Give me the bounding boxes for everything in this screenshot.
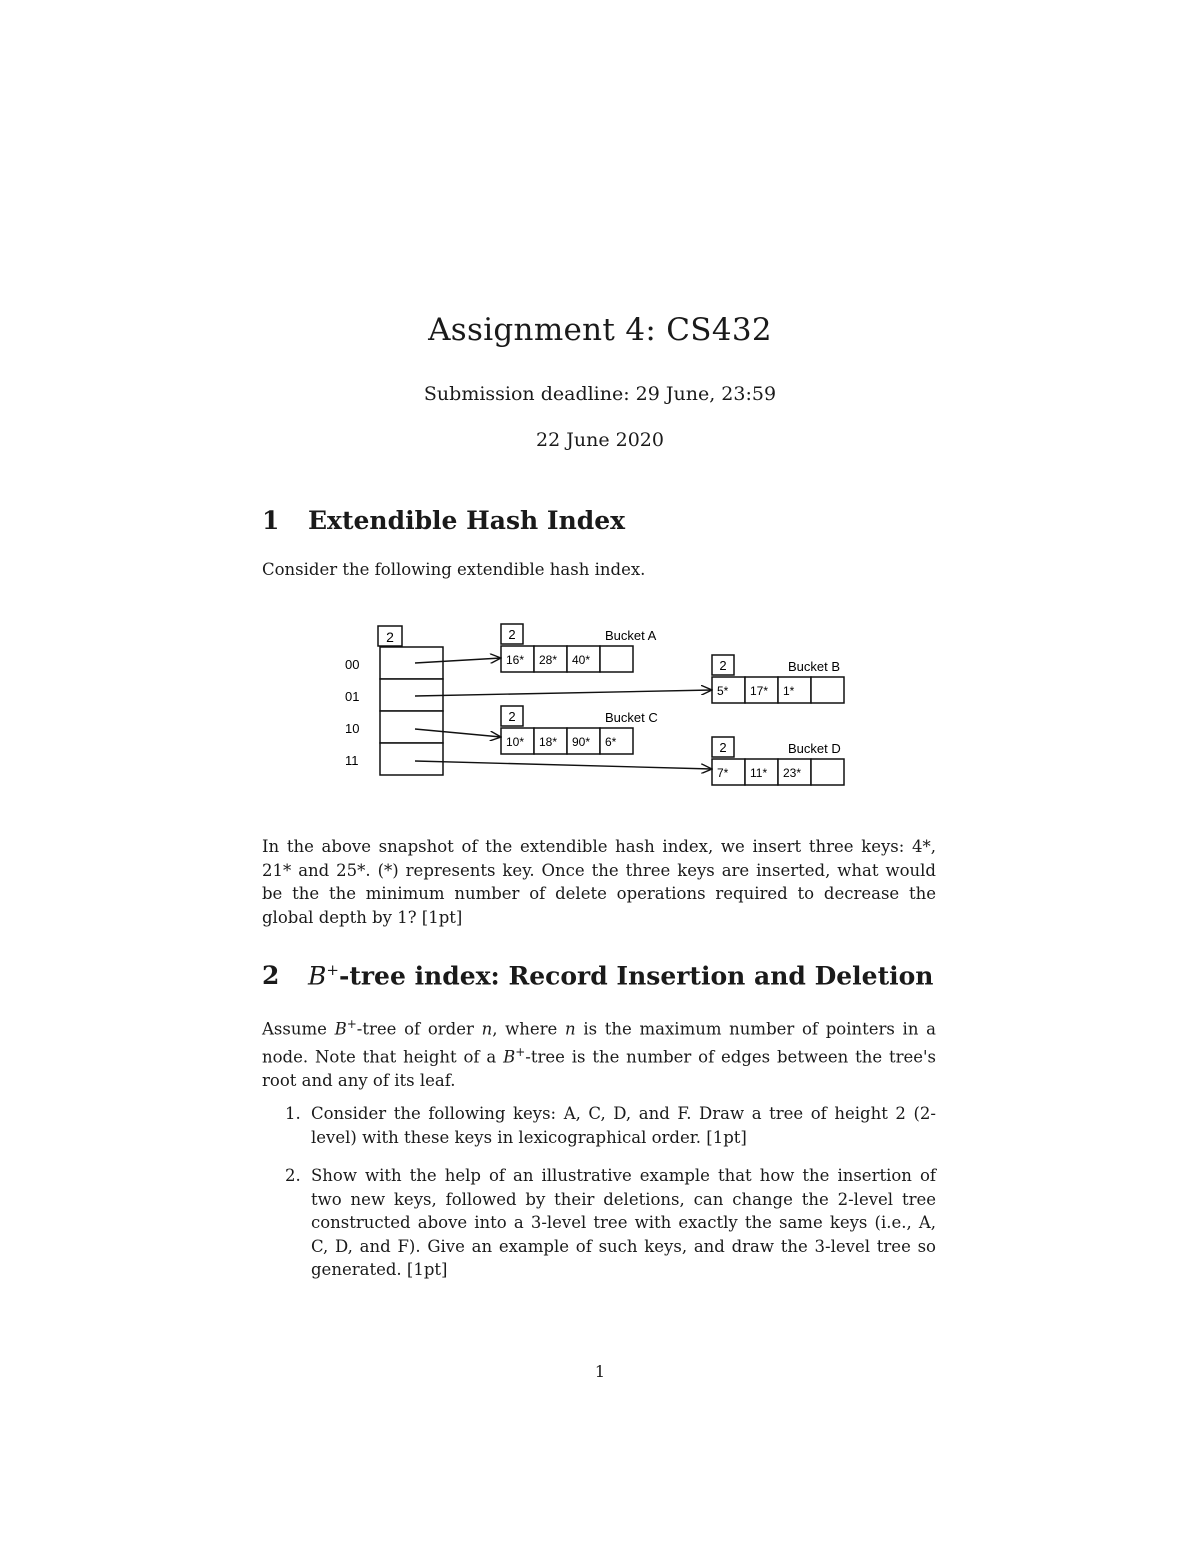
directory-entry-label: 00: [345, 657, 360, 672]
bucket-slot: [811, 759, 844, 785]
pointer-arrow: [415, 761, 712, 769]
bucket-key: 10*: [506, 735, 525, 749]
bucket-key: 11*: [750, 766, 768, 780]
intro-text: -tree is the number of edges between the tree's root and any of its leaf.: [262, 1047, 936, 1090]
section-2-intro: [262, 1013, 936, 1093]
local-depth-label: 2: [508, 627, 516, 642]
submission-deadline: Submission deadline: 29 June, 23:59: [423, 383, 777, 405]
directory-cell: [380, 743, 443, 775]
document-date: 22 June 2020: [536, 429, 664, 451]
intro-math-b: B: [503, 1047, 516, 1067]
bucket-name: Bucket B: [788, 659, 841, 674]
bucket-key: 90*: [572, 735, 591, 749]
bucket-key: 23*: [783, 766, 802, 780]
section-1-number: 1: [262, 506, 280, 535]
bucket-key: 18*: [539, 735, 558, 749]
document-title: Assignment 4: CS432: [428, 312, 772, 348]
bucket-key: 40*: [572, 653, 591, 667]
intro-text: -tree of order: [356, 1019, 482, 1039]
pointer-arrow: [415, 690, 712, 696]
intro-text: , where: [492, 1019, 566, 1039]
list-item: [285, 1164, 936, 1282]
bucket-key: 6*: [605, 735, 617, 749]
intro-sup: +: [515, 1045, 526, 1059]
section-2-title-sup: +: [326, 961, 339, 979]
buckets: [501, 624, 844, 785]
local-depth-label: 2: [508, 709, 516, 724]
bucket-slot: [811, 677, 844, 703]
directory-entry-label: 10: [345, 721, 360, 736]
intro-math-n: n: [565, 1019, 576, 1039]
intro-text: Assume: [262, 1019, 335, 1039]
intro-sup: +: [346, 1017, 357, 1031]
directory: [345, 626, 443, 775]
section-1-heading: [262, 506, 625, 535]
section-2-number: 2: [262, 961, 280, 991]
global-depth-label: 2: [386, 629, 394, 645]
section-2-heading: [262, 961, 933, 990]
bucket-key: 17*: [750, 684, 769, 698]
section-1-title: Extendible Hash Index: [308, 506, 626, 535]
extendible-hash-diagram: [0, 610, 1200, 830]
intro-math-n: n: [481, 1019, 493, 1039]
bucket-key: 28*: [539, 653, 558, 667]
bucket-key: 5*: [717, 684, 729, 698]
section-1-intro: Consider the following extendible hash index.: [262, 560, 646, 579]
local-depth-label: 2: [719, 740, 727, 755]
list-item: [285, 1102, 936, 1149]
section-2-title-math: B: [308, 961, 327, 991]
bucket-name: Bucket D: [788, 741, 841, 756]
list-marker: 1.: [285, 1104, 301, 1123]
bucket-key: 16*: [506, 653, 525, 667]
bucket-name: Bucket C: [605, 710, 658, 725]
bucket-key: 7*: [717, 766, 729, 780]
directory-cell: [380, 711, 443, 743]
bucket-slot: [600, 646, 633, 672]
section-2-title: -tree index: Record Insertion and Deletion: [338, 961, 934, 991]
intro-math-b: B: [334, 1019, 347, 1039]
bucket-key: 1*: [783, 684, 795, 698]
local-depth-label: 2: [719, 658, 727, 673]
directory-entry-label: 11: [345, 753, 359, 768]
list-item-text: Show with the help of an illustrative example that how the insertion of two new keys, followed by their deletions, can change the 2-level tree constructed above into a 3-level tree with exactly the same keys (i.e., A, C, D, and F). Give an example of such keys, and draw the 3-level tree so generated. [1pt]: [311, 1166, 936, 1279]
bucket-name: Bucket A: [605, 628, 657, 643]
intro-text: is the maximum number of pointers in a node. Note that height of a: [262, 1019, 936, 1067]
list-marker: 2.: [285, 1166, 301, 1185]
section-1-question: In the above snapshot of the extendible hash index, we insert three keys: 4*, 21* and 25*. (*) represents key. Once the three keys are inserted, what would be the the minimum number of delete operations required to decrease the global depth by 1? [1pt]: [262, 837, 936, 927]
page-number: 1: [594, 1362, 606, 1381]
directory-entry-label: 01: [345, 689, 360, 704]
list-item-text: Consider the following keys: A, C, D, and F. Draw a tree of height 2 (2-level) with these keys in lexicographical order. [1pt]: [311, 1104, 936, 1147]
directory-cell: [380, 647, 443, 679]
